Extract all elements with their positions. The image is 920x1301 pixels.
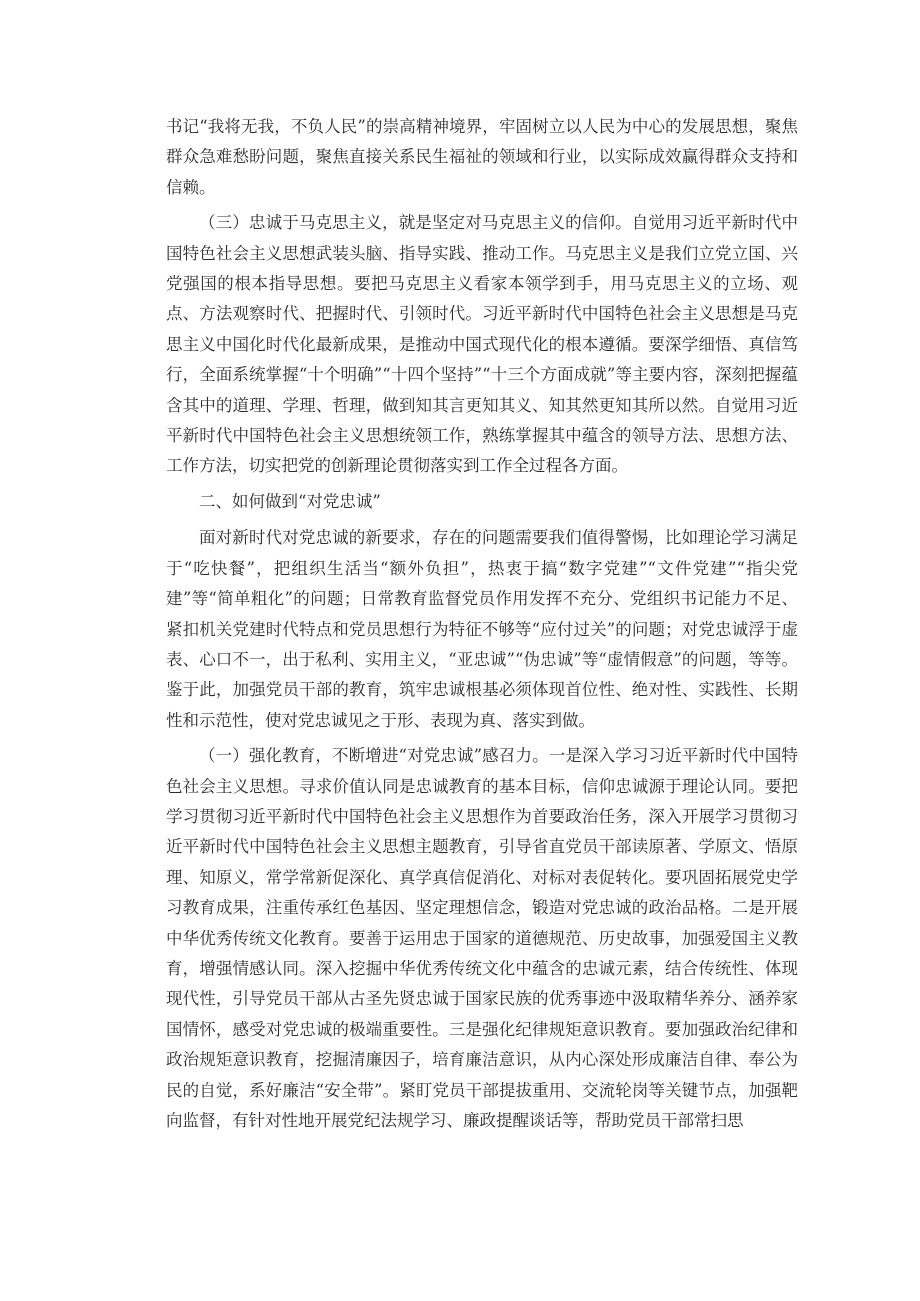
paragraph-strengthen-education: （一）强化教育，不断增进“对党忠诚”感召力。一是深入学习习近平新时代中国特色社会主义思想。寻求价值认同是忠诚教育的基本目标，信仰忠诚源于理论认同。要把学习贯彻习近平新时代中国特色社会主义思想作为首要政治任务，深入开展学习贯彻习近平新时代中国特色社会主义思想主题教育，引导省直党员干部读原著、学原文、悟原理、知原义，常学常新促深化、真学真信促消化、对标对表促转化。要巩固拓展党史学习教育成果，注重传承红色基因、坚定理想信念，锻造对党忠诚的政治品格。二是开展中华优秀传统文化教育。要善于运用忠于国家的道德规范、历史故事，加强爱国主义教育，增强情感认同。深入挖掘中华优秀传统文化中蕴含的忠诚元素，结合传统性、体现现代性，引导党员干部从古圣先贤忠诚于国家民族的优秀事迹中汲取精华养分、涵养家国情怀，感受对党忠诚的极端重要性。三是强化纪律规矩意识教育。要加强政治纪律和政治规矩意识教育，挖掘清廉因子，培育廉洁意识，从内心深处形成廉洁自律、奉公为民的自觉，系好廉洁“安全带”。紧盯党员干部提拔重用、交流轮岗等关键节点，加强靶向监督，有针对性地开展党纪法规学习、廉政提醒谈话等，帮助党员干部常扫思 [166,746,798,1130]
paragraph-continuation: 书记“我将无我，不负人民”的崇高精神境界，牢固树立以人民为中心的发展思想，聚焦群众急难愁盼问题，聚焦直接关系民生福祉的领域和行业，以实际成效赢得群众支持和信赖。 [166,117,798,197]
paragraph-section-three: （三）忠诚于马克思主义，就是坚定对马克思主义的信仰。自觉用习近平新时代中国特色社会主义思想武装头脑、指导实践、推动工作。马克思主义是我们立党立国、兴党强国的根本指导思想。要把马克思主义看家本领学到手，用马克思主义的立场、观点、方法观察时代、把握时代、引领时代。习近平新时代中国特色社会主义思想是马克思主义中国化时代化最新成果，是推动中国式现代化的根本遵循。要深学细悟、真信笃行，全面系统掌握“十个明确”“十四个坚持”“十三个方面成就”等主要内容，深刻把握蕴含其中的道理、学理、哲理，做到知其言更知其义、知其然更知其所以然。自觉用习近平新时代中国特色社会主义思想统领工作，熟练掌握其中蕴含的领导方法、思想方法、工作方法，切实把党的创新理论贯彻落实到工作全过程各方面。 [166,213,798,476]
section-heading-two: 二、如何做到“对党忠诚” [199,491,381,511]
paragraph-problems: 面对新时代对党忠诚的新要求，存在的问题需要我们值得警惕，比如理论学习满足于“吃快餐”，把组织生活当“额外负担”，热衷于搞“数字党建”“文件党建”“指尖党建”等“简单粗化”的问题；日常教育监督党员作用发挥不充分、党组织书记能力不足、紧扣机关党建时代特点和党员思想行为特征不够等“应付过关”的问题；对党忠诚浮于虚表、心口不一，出于私利、实用主义，“亚忠诚”“伪忠诚”等“虚情假意”的问题，等等。鉴于此，加强党员干部的教育，筑牢忠诚根基必须体现首位性、绝对性、实践性、长期性和示范性，使对党忠诚见之于形、表现为真、落实到做。 [166,528,798,730]
document-body [166,112,798,1141]
